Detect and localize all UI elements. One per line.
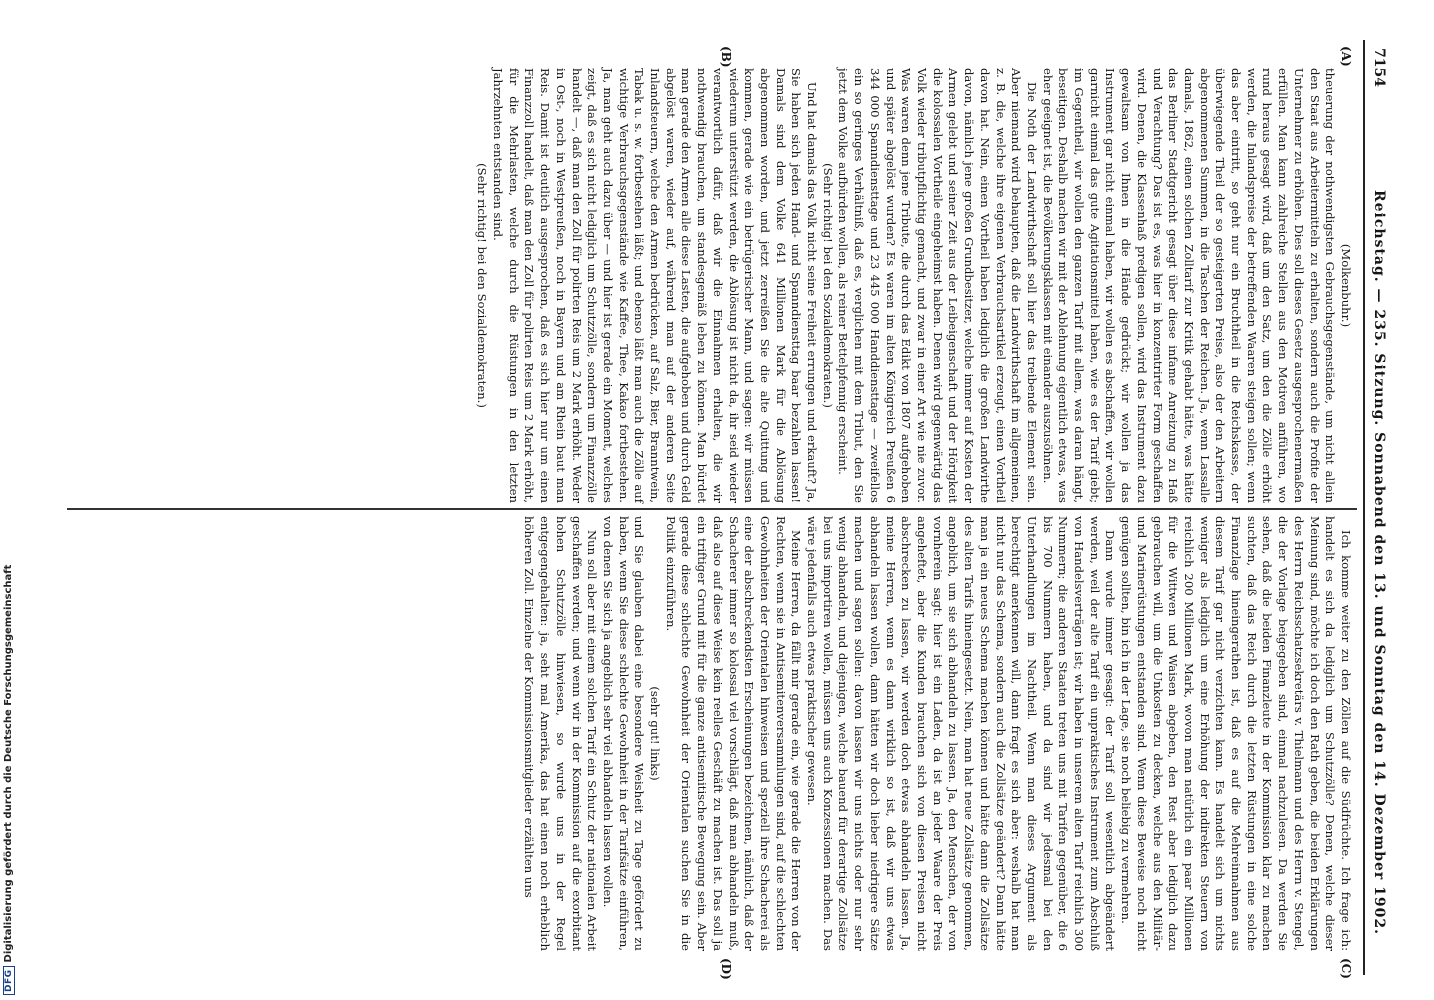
paragraph: theuerung der nothwendigsten Gebrauchsgegenstände, um nicht allein den Staat aus Arbeitermitteln zu erhalten, sondern auch die Profite der Unternehmer zu erhöhen. Dies soll dieses Gesetz ausgesprochenermaßen erfüllen. Man kann zahlreiche Stellen aus den Motiven anführen, wo rund heraus gesagt wird, daß um den Satz, um den die Zölle erhöht werden, die Inlandspreise der betreffenden Waaren steigen sollen; wenn das aber eintritt, so geht nur ein Bruchtheil in die Reichskasse, der überwiegende Theil der so gesteigerten Preise, also der den Arbeitern abgenommenen Summen, in die Taschen der Reichen. Ja, wenn Lassalle damals, 1862, einen solchen Zolltarif zur Kritik gehabt hätte, was hätte das Berliner Stadtgericht gesagt über diese infame Anreizung zu Haß und Verachtung? Das ist es, was hier in konzentrirter Form geschaffen wird. Denen, die Klassenhaß predigen sollen, wird das Instrument dazu gewaltsam von Ihnen in die Hände gedrückt; wir wollen ja das Instrument gar nicht einmal haben, wir wollen es abschaffen, wir wollen garnicht einmal das gute Agitationsmittel haben, wie es der Tarif giebt; im Gegentheil, wir wollen den ganzen Tarif mit allem, was daran hängt, beseitigen. Deshalb machen wir mit der Ablehnung eigentlich etwas, was eher geeignet ist, die Bevölkerungsklassen mit einander auszusöhnen.	[1040, 68, 1338, 503]
page-number: 7154	[1371, 48, 1387, 87]
column-divider	[67, 508, 1357, 510]
credit-text: Digitalisierung gefördert durch die Deutsche Forschungsgemeinschaft	[3, 564, 14, 963]
header-rule	[1363, 40, 1365, 975]
page-title: Reichstag. — 235. Sitzung. Sonnabend den 13. und Sonntag den 14. Dezember 1902.	[1371, 190, 1387, 936]
right-column	[521, 516, 1353, 951]
speaker-name: (Molkenbuhr.)	[1339, 243, 1353, 328]
interjection: (sehr gut! links)	[648, 686, 663, 781]
digitization-credit	[3, 565, 15, 995]
paragraph: und Sie glauben dabei eine besondere Weisheit zu Tage gefördert zu haben, wenn Sie diese schlechte Gewohnheit in der Tarifsätze einführen, von denen Sie sich ja angeblich sehr viel abhandeln lassen wollen.	[600, 516, 647, 951]
interjection: (Sehr richtig! bei den Sozialdemokraten.)	[820, 163, 835, 408]
margin-mark-d: (D)	[719, 958, 733, 980]
margin-mark-b: (B)	[719, 46, 733, 68]
paragraph: Meine Herren, da fällt mir gerade ein, wie gerade die Herren von der Rechten, wenn sie in Antisemitenversammlungen sind, auf die schlechten Gewohnheiten der Orientalen hinweisen und speziell ihre Schacherei als eine der abschreckendsten Erscheinungen bezeichnen, nämlich, daß der Schacherer immer so kolossal viel vorschlägt, daß man abhandeln muß, daß also auf diese Weise kein reelles Geschäft zu machen ist. Das soll ja ein triftiger Grund mit für die ganze antisemitische Bewegung sein. Aber gerade diese schlechte Gewohnheit der Orientalen suchen Sie in die Politik einzuführen.	[663, 516, 804, 951]
interjection: (Sehr richtig! bei den Sozialdemokraten.)	[475, 163, 490, 408]
dfg-logo: DFG	[3, 966, 15, 995]
paragraph: Dann wurde immer gesagt: der Tarif soll wesentlich abgeändert werden, weil der alte Tarif ein unpraktisches Instrument zum Abschluß von Handelsverträgen ist; wir haben in unserem alten Tarif reichlich 300 Nummern; die anderen Staaten treten uns mit Tarifen gegenüber, die 6 bis 700 Nummern haben, und da sind wir jedesmal bei den Unterhandlungen im Nachtheil. Wenn man dieses Argument als berechtigt anerkennen will, dann fragt es sich aber: weshalb hat man nicht nur das Schema, sondern auch die Zollsätze geändert? Dann hätte man ja ein neues Schema machen können und hätte dann die Zollsätze des alten Tarifs hineingesetzt. Nein, man hat neue Zollsätze genommen, angeblich, um sie sich abhandeln zu lassen. Ja, den Menschen, der von vornherein sagt: hier ist ein Laden, da ist an jeder Waare der Preis angeheftet, aber die Kunden brauchen sich von diesen Preisen nicht abschrecken zu lassen, wir werden doch etwas abhandeln lassen. Ja, meine Herren, wenn es dann wirklich so ist, daß wir uns etwas abhandeln lassen wollen, dann hätten wir doch lieber niedrigere Sätze machen und sagen sollen: davon lassen wir uns nichts oder nur sehr wenig abhandeln, und diejenigen, welche bauend für derartige Zollsätze bei uns importiren wollen, müssen uns auch Konzessionen machen. Das wäre jedenfalls auch etwas praktischer gewesen.	[805, 516, 1118, 951]
margin-mark-c: (C)	[1339, 958, 1353, 979]
paragraph: Und hat damals das Volk nicht seine Freiheit errungen und erkauft? Ja, Sie haben sich jeden Hand- und Spanndiensttag baar bezahlen lassen! Damals sind dem Volke 641 Millionen Mark für die Ablösung abgenommen worden, und jetzt zerreißen Sie die alte Quittung und kommen, gerade wie ein betrügerischer Mann, und sagen: wir müssen wiederum unterstützt werden, die Ablösung ist nicht da, ihr seid wieder verantwortlich dafür, daß wir die Einnahmen erhalten, die wir nothwendig brauchen, um standesgemäß leben zu können. Man bürdet man gerade den Armen alle diese Lasten, die aufgehoben und durch Geld abgelöst waren, wieder auf, während man auf der anderen Seite Inlandsteuern, welche den Armen bedrücken, auf Salz, Bier, Branntwein, Tabak u. s. w. fortbestehen läßt; und ebenso läßt man auch die Zölle auf wichtige Verbrauchsgegenstände wie Kaffee, Thee, Kakao fortbestehen. Ja, man geht auch dazu über — und hier ist gerade ein Moment, welches zeigt, daß es sich nicht lediglich um Schutzzölle, sondern um Finanzzölle handelt —, daß man den Zoll für polirten Reis um 2 Mark erhöht. Weder in Ost-, noch in Westpreußen, noch in Bayern und am Rhein baut man Reis. Damit ist deutlich ausgesprochen, daß es sich hier nur um einen Finanzzoll handelt, daß man den Zoll für polirten Reis um 2 Mark erhöht, für die Mehrlasten, welche durch die Rüstungen in den letzten Jahrzehnten entstanden sind.	[491, 68, 820, 503]
paragraph: Ich komme weiter zu den Zöllen auf die Südfrüchte. Ich frage ich: handelt es sich da lediglich um Schutzzölle? Denen, welche dieser Meinung sind, möchte ich doch den Rath geben, die beiden Erklärungen des Herrn Reichsschatzsekretärs v. Thielmann und des Herrn v. Stengel, die der Vorlage beigegeben sind, einmal nachzulesen. Da werden Sie sehen, daß die beiden Finanzleute in der Kommission klar zu machen suchten, daß das Reich durch die letzten Rüstungen in eine solche Finanzlage hineingerathen ist, daß es auf die Mehreinnahmen aus diesem Tarif gar nicht verzichten kann. Es handelt sich um nichts weniger als lediglich um eine Erhöhung der indirekten Steuern von reichlich 200 Millionen Mark, wovon man natürlich ein paar Millionen für die Wittwen und Waisen abgeben, den Rest aber lediglich dazu gebrauchen will, um die Unkosten zu decken, welche aus den Militär- und Marinerüstungen entstanden sind. Wenn diese Beweise noch nicht genügen sollten, bin ich in der Lage, sie noch beliebig zu vermehren.	[1119, 516, 1353, 951]
paragraph: Nun soll aber mit einem solchen Tarif ein Schutz der nationalen Arbeit geschaffen werden; und wenn wir in der Kommission auf die exorbitant hohen Schutzzölle hinwiesen, so wurde uns in der Regel entgegengehalten: ja, seht mal Amerika, das hat einen noch erheblich höheren Zoll. Einzelne der Kommissionsmitglieder erzählten uns	[522, 516, 600, 951]
left-column	[474, 68, 1353, 503]
margin-mark-a: (A)	[1339, 46, 1353, 67]
page-header	[1365, 40, 1393, 975]
paragraph: Die Noth der Landwirthschaft soll hier das treibende Element sein. Aber niemand wird behaupten, daß die Landwirthschaft im allgemeinen, z. B. die, welche ihre eigenen Verbrauchsartikel erzeugt, einen Vortheil davon hat. Nein, einen Vortheil haben lediglich die großen Landwirthe davon, nämlich jene großen Grundbesitzer, welche immer auf Kosten der Armen gelebt und seiner Zeit aus der Leibeigenschaft und der Hörigkeit die kolossalen Vortheile eingeheimst haben. Denen wird gegenwärtig das Volk wieder tributpflichtig gemacht, und zwar in einer Art wie nie zuvor. Was waren denn jene Tribute, die durch das Edikt von 1807 aufgehoben und später abgelöst wurden? Es waren im alten Königreich Preußen 6 344 000 Spanndiensttage und 23 445 000 Handdiensttage — zweifellos ein so geringes Verhältniß, daß es, verglichen mit dem Tribut, den Sie jetzt dem Volke aufbürden wollen, als reiner Bettelpfennig erscheint.	[836, 68, 1039, 503]
rotated-page	[63, 40, 1393, 980]
